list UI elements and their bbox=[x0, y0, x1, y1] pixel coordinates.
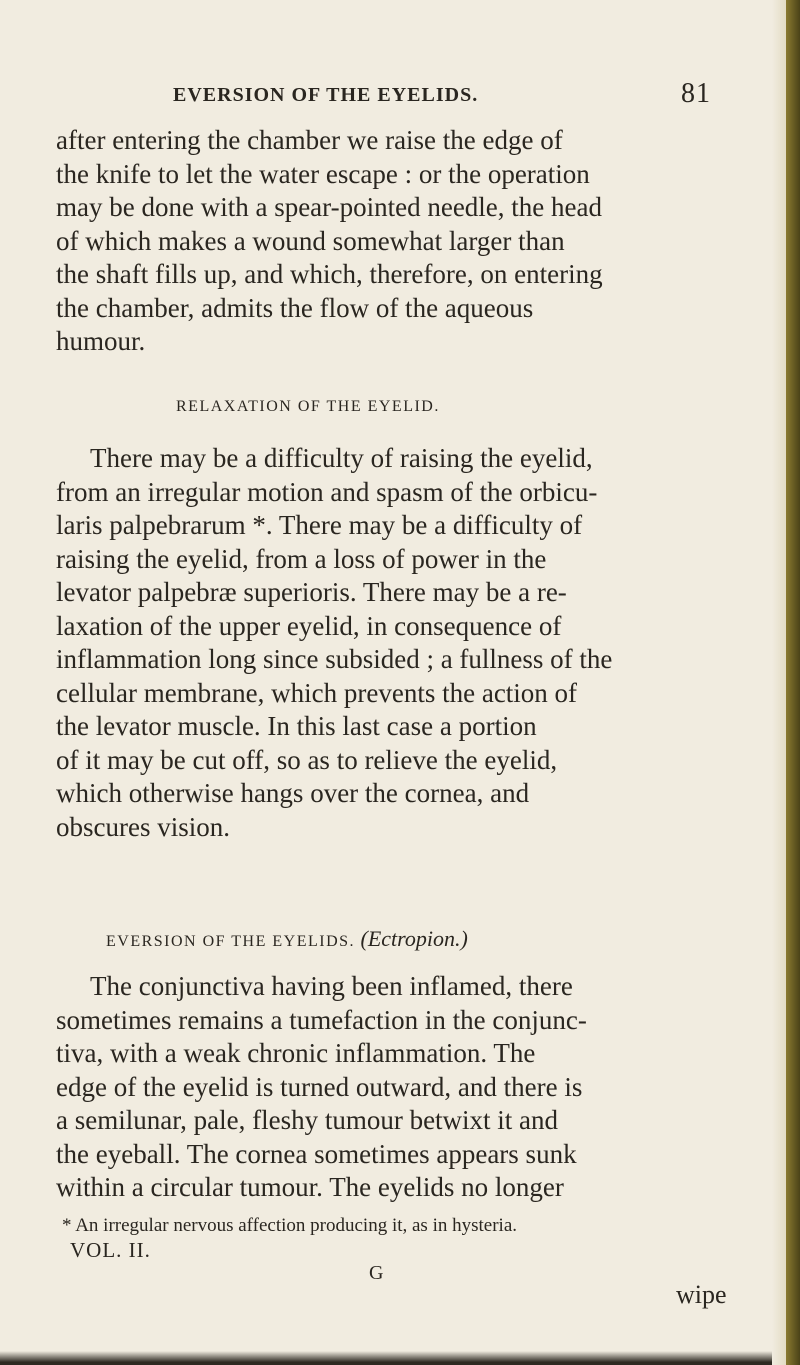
text-line: which otherwise hangs over the cornea, and bbox=[56, 778, 530, 808]
text-line: levator palpebræ superioris. There may be a re- bbox=[56, 577, 567, 607]
section-heading-eversion bbox=[106, 926, 468, 952]
footnote: * An irregular nervous affection producing it, as in hysteria. bbox=[62, 1215, 517, 1236]
volume-mark: VOL. II. bbox=[70, 1238, 151, 1262]
text-line: cellular membrane, which prevents the action of bbox=[56, 677, 578, 708]
section-heading-text: EVERSION OF THE EYELIDS. bbox=[106, 933, 356, 950]
running-head-title: EVERSION OF THE EYELIDS. bbox=[173, 84, 479, 106]
text-line: There may be a difficulty of raising the eyelid, bbox=[90, 443, 593, 473]
text-line: edge of the eyelid is turned outward, and there is bbox=[56, 1071, 583, 1102]
text-line: the shaft fills up, and which, therefore, on entering bbox=[56, 259, 603, 289]
text-line: a semilunar, pale, fleshy tumour betwixt it and bbox=[56, 1105, 559, 1135]
text-line: after entering the chamber we raise the edge of bbox=[56, 125, 563, 155]
text-line: sometimes remains a tumefaction in the conjunc- bbox=[56, 1004, 587, 1035]
page-bottom-edge bbox=[0, 1351, 772, 1365]
text-line: inflammation long since subsided ; a fullness of the bbox=[56, 644, 613, 674]
text-line: the chamber, admits the flow of the aqueous bbox=[56, 292, 534, 323]
text-line: laxation of the upper eyelid, in consequence of bbox=[56, 610, 562, 641]
page-number: 81 bbox=[681, 78, 711, 109]
running-head bbox=[173, 78, 773, 109]
section-heading-relaxation bbox=[176, 398, 440, 416]
paragraph-3 bbox=[56, 970, 724, 1205]
text-line: the knife to let the water escape : or the operation bbox=[56, 158, 590, 189]
catchword: wipe bbox=[676, 1280, 727, 1309]
section-heading-text: RELAXATION OF THE EYELID. bbox=[176, 398, 440, 415]
book-spine-edge bbox=[786, 0, 800, 1365]
text-line: from an irregular motion and spasm of the orbicu- bbox=[56, 476, 598, 507]
text-line: of which makes a wound somewhat larger than bbox=[56, 225, 565, 256]
text-line: obscures vision. bbox=[56, 811, 230, 842]
section-heading-italic: (Ectropion.) bbox=[360, 926, 468, 951]
text-line: of it may be cut off, so as to relieve the eyelid, bbox=[56, 744, 558, 775]
paragraph-1 bbox=[56, 124, 724, 359]
paragraph-2 bbox=[56, 442, 724, 844]
text-line: The conjunctiva having been inflamed, there bbox=[90, 971, 573, 1001]
text-line: raising the eyelid, from a loss of power in the bbox=[56, 543, 547, 574]
text-line: tiva, with a weak chronic inflammation. The bbox=[56, 1038, 536, 1068]
text-line: within a circular tumour. The eyelids no longer bbox=[56, 1172, 564, 1202]
text-line: the eyeball. The cornea sometimes appears sunk bbox=[56, 1138, 577, 1169]
text-line: the levator muscle. In this last case a portion bbox=[56, 711, 537, 741]
signature-mark: G bbox=[369, 1262, 384, 1284]
page-gutter bbox=[772, 0, 786, 1365]
text-line: humour. bbox=[56, 326, 146, 356]
text-line: laris palpebrarum *. There may be a difficulty of bbox=[56, 510, 583, 540]
text-line: may be done with a spear-pointed needle, the head bbox=[56, 192, 602, 222]
